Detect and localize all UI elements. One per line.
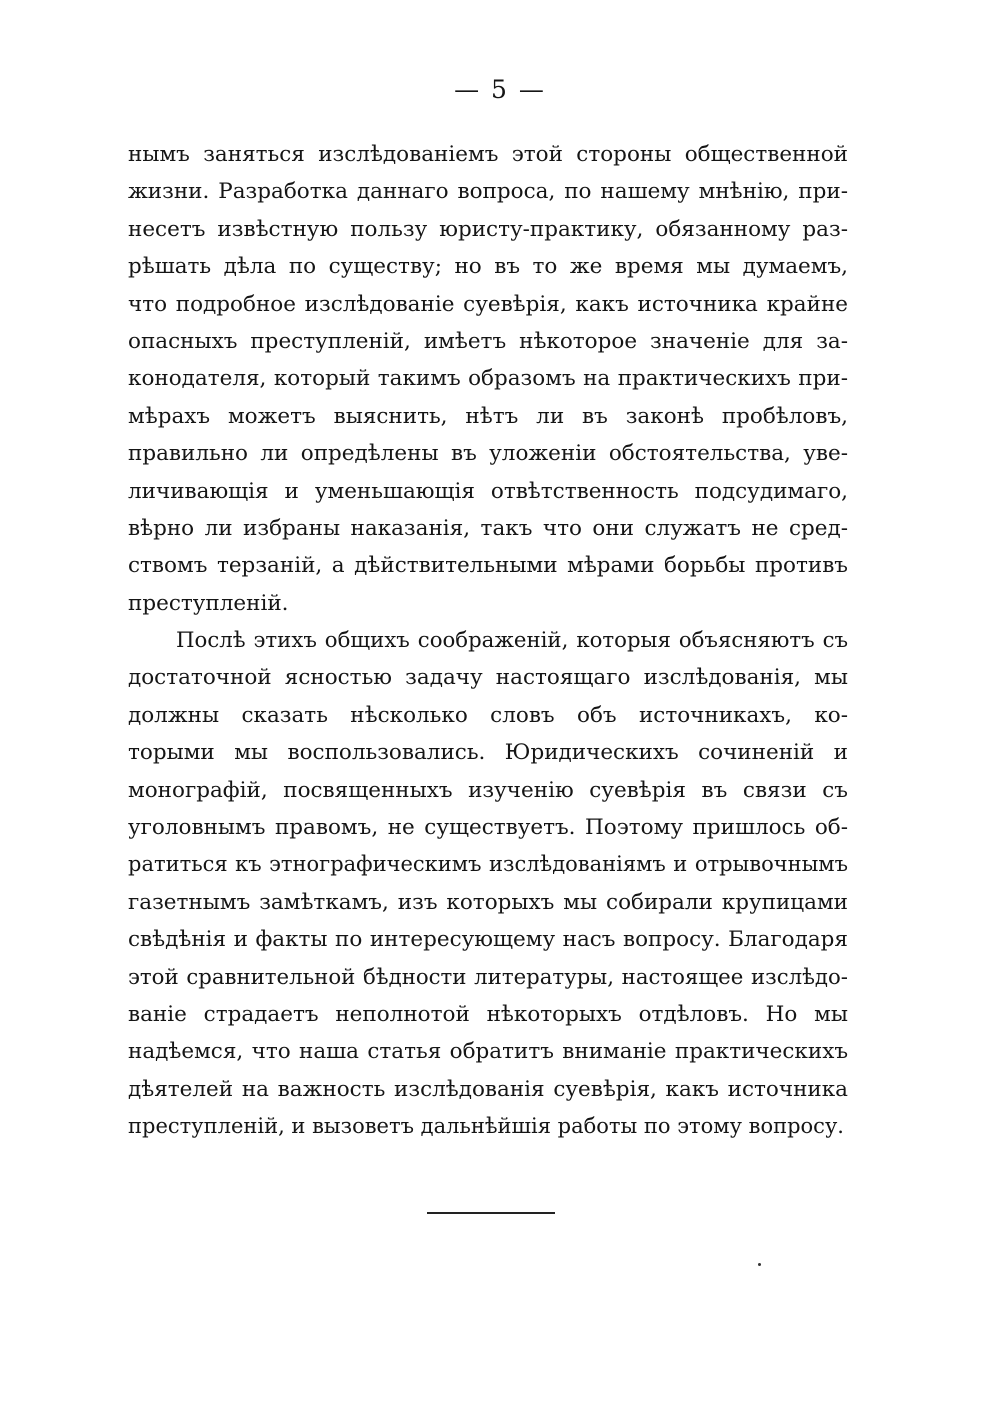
section-divider-rule: [427, 1212, 555, 1214]
text-line: преступленій.: [128, 590, 289, 616]
body-text: [128, 136, 848, 1146]
text-line: личивающія и уменьшающія отвѣтственность подсудимаго,: [128, 478, 848, 504]
text-line: надѣемся, что наша статья обратитъ вниманіе практическихъ: [128, 1039, 848, 1065]
text-line: мѣрахъ можетъ выяснить, нѣтъ ли въ законѣ пробѣловъ,: [128, 403, 848, 429]
paragraph-1: [128, 136, 848, 622]
text-line: рѣшать дѣла по существу; но въ то же время мы думаемъ,: [128, 254, 848, 280]
text-line: нымъ заняться изслѣдованіемъ этой стороны общественной: [128, 142, 848, 167]
text-line: газетнымъ замѣткамъ, изъ которыхъ мы собирали крупицами: [128, 889, 848, 915]
paragraph-2: [128, 622, 848, 1145]
text-line: вѣрно ли избраны наказанія, такъ что они служатъ не сред-: [128, 515, 848, 541]
text-line: монографій, посвященныхъ изученію суевѣрія въ связи съ: [128, 777, 848, 803]
text-line: этой сравнительной бѣдности литературы, настоящее изслѣдо-: [128, 964, 848, 990]
text-line: уголовнымъ правомъ, не существуетъ. Поэтому пришлось об-: [128, 815, 848, 841]
text-line: ваніе страдаетъ неполнотой нѣкоторыхъ отдѣловъ. Но мы: [128, 1001, 848, 1027]
text-line: свѣдѣнія и факты по интересующему насъ вопросу. Благодаря: [128, 927, 848, 953]
text-line: дѣятелей на важность изслѣдованія суевѣрія, какъ источника: [128, 1076, 848, 1102]
text-line: что подробное изслѣдованіе суевѣрія, какъ источника крайне: [128, 291, 848, 317]
text-line: преступленій, и вызоветъ дальнѣйшія работы по этому вопросу.: [128, 1114, 844, 1139]
text-line: должны сказать нѣсколько словъ объ источникахъ, ко-: [128, 702, 848, 728]
text-line: ратиться къ этнографическимъ изслѣдованіямъ и отрывочнымъ: [128, 852, 848, 877]
page-number: — 5 —: [454, 75, 546, 104]
text-line: Послѣ этихъ общихъ соображеній, которыя объясняютъ съ: [176, 628, 848, 654]
text-line: конодателя, который такимъ образомъ на практическихъ при-: [128, 366, 848, 392]
text-line: правильно ли опредѣлены въ уложеніи обстоятельства, уве-: [128, 441, 848, 467]
text-line: опасныхъ преступленій, имѣетъ нѣкоторое значеніе для за-: [128, 328, 848, 354]
text-line: несетъ извѣстную пользу юристу-практику, обязанному раз-: [128, 216, 848, 242]
text-line: достаточной ясностью задачу настоящаго изслѣдованія, мы: [128, 665, 848, 691]
text-line: ствомъ терзаній, а дѣйствительными мѣрами борьбы противъ: [128, 553, 848, 579]
print-speck: [758, 1263, 761, 1266]
text-line: жизни. Разработка даннаго вопроса, по нашему мнѣнію, при-: [128, 179, 848, 205]
text-line: торыми мы воспользовались. Юридическихъ сочиненій и: [128, 740, 848, 766]
